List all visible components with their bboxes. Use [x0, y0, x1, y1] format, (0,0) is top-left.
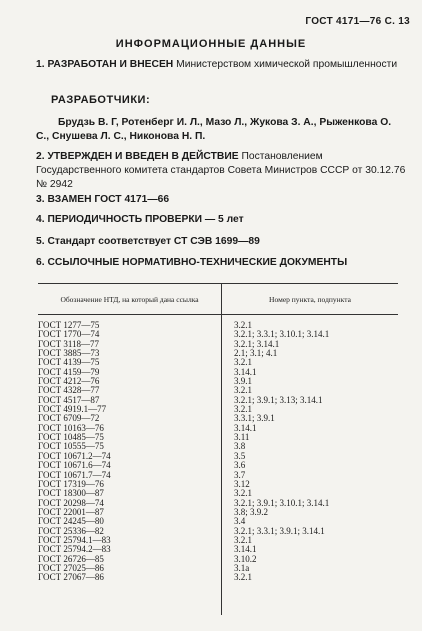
section-3-number: 3.	[36, 194, 45, 205]
table-row-clause: 3.6	[234, 460, 246, 471]
table-row-clause: 3.2.1; 3.14.1	[234, 338, 280, 349]
section-4-number: 4.	[36, 214, 45, 225]
table-row-clause: 3.8; 3.9.2	[234, 506, 269, 517]
section-4-text: ПЕРИОДИЧНОСТЬ ПРОВЕРКИ — 5 лет	[47, 214, 244, 225]
section-3	[36, 193, 406, 207]
page-title: ИНФОРМАЦИОННЫЕ ДАННЫЕ	[115, 38, 307, 50]
table-row-clause: 3.2.1	[234, 320, 252, 330]
table-row-designation: ГОСТ 4517—87	[38, 394, 100, 405]
table-row-clause: 3.9.1	[234, 376, 252, 387]
table-header	[38, 283, 398, 315]
section-4	[36, 213, 406, 227]
section-1-heading: РАЗРАБОТАН И ВНЕСЕН	[47, 59, 174, 70]
section-5-number: 5.	[36, 236, 45, 247]
table-row-clause: 3.2.1; 3.9.1; 3.10.1; 3.14.1	[234, 497, 330, 508]
table-row-designation: ГОСТ 27067—86	[38, 572, 104, 583]
table-column-clause	[222, 315, 398, 615]
section-2-text: Постановлением Государственного комитета стандартов Совета Министров СССР от 30.12.76 № 2942	[36, 151, 406, 190]
table-row-clause: 3.1а	[234, 562, 250, 573]
table-row-designation: ГОСТ 10671.6—74	[38, 460, 111, 471]
table-row-designation: ГОСТ 4212—76	[38, 376, 100, 387]
table-row-clause: 3.10.2	[234, 553, 257, 564]
table-row-designation: ГОСТ 26726—85	[38, 553, 104, 564]
table-row-designation: ГОСТ 1277—75	[38, 320, 100, 330]
table-row-clause: 3.12	[234, 478, 250, 489]
table-row-clause: 3.3.1; 3.9.1	[234, 413, 275, 424]
table-body	[38, 315, 398, 615]
table-row-designation: ГОСТ 22001—87	[38, 506, 104, 517]
developers-heading: РАЗРАБОТЧИКИ:	[51, 94, 151, 106]
section-3-text: ВЗАМЕН ГОСТ 4171—66	[47, 194, 170, 205]
table-row-designation: ГОСТ 6709—72	[38, 413, 100, 424]
developers-list: Брудзь В. Г, Ротенберг И. Л., Мазо Л., Жукова З. А., Рыженкова О. С., Снушева Л. С., Никонова Н. П.	[36, 117, 392, 142]
section-6-text: ССЫЛОЧНЫЕ НОРМАТИВНО-ТЕХНИЧЕСКИЕ ДОКУМЕНТЫ	[47, 257, 348, 268]
table-row-clause: 3.2.1	[234, 572, 252, 583]
table-row-designation: ГОСТ 25794.1—83	[38, 534, 111, 545]
table-row-clause: 3.11	[234, 432, 250, 443]
table-row-designation: ГОСТ 4328—77	[38, 385, 100, 396]
table-row-designation: ГОСТ 18300—87	[38, 488, 104, 499]
table-column-designation	[38, 315, 222, 615]
table-row-designation: ГОСТ 4919.1—77	[38, 404, 107, 415]
table-row-designation: ГОСТ 25794.2—83	[38, 544, 111, 555]
table-row-clause: 3.2.1; 3.3.1; 3.9.1; 3.14.1	[234, 525, 325, 536]
table-row-designation: ГОСТ 27025—86	[38, 562, 104, 573]
table-row-designation: ГОСТ 3118—77	[38, 338, 100, 349]
section-2	[36, 150, 406, 192]
table-row-clause: 3.2.1	[234, 534, 252, 545]
section-6	[36, 256, 406, 270]
table-row-designation: ГОСТ 3885—73	[38, 348, 100, 359]
table-row-clause: 3.7	[234, 469, 246, 480]
table-row-clause: 3.5	[234, 450, 246, 461]
table-row-clause: 3.2.1	[234, 357, 252, 368]
table-row-designation: ГОСТ 4159—79	[38, 366, 100, 377]
table-row-designation: ГОСТ 10163—76	[38, 422, 104, 433]
table-row-clause: 3.2.1	[234, 385, 252, 396]
table-row-designation: ГОСТ 10671.7—74	[38, 469, 111, 480]
table-row-designation: ГОСТ 4139—75	[38, 357, 100, 368]
table-row-clause: 3.2.1; 3.3.1; 3.10.1; 3.14.1	[234, 329, 330, 340]
section-1	[36, 58, 406, 72]
table-row-clause: 3.14.1	[234, 422, 257, 433]
table-row-designation: ГОСТ 10485—75	[38, 432, 104, 443]
table-row-clause: 3.14.1	[234, 544, 257, 555]
table-row-designation: ГОСТ 25336—82	[38, 525, 104, 536]
page-header: ГОСТ 4171—76 С. 13	[305, 16, 410, 27]
section-5-text: Стандарт соответствует СТ СЭВ 1699—89	[47, 236, 260, 247]
table-row-clause: 3.2.1	[234, 404, 252, 415]
section-1-text: Министерством химической промышленности	[176, 59, 398, 70]
table-row-clause: 2.1; 3.1; 4.1	[234, 348, 278, 359]
table-row-designation: ГОСТ 20298—74	[38, 497, 104, 508]
table-header-clause: Номер пункта, подпункта	[269, 294, 351, 304]
table-row-clause: 3.8	[234, 441, 246, 452]
table-row-clause: 3.2.1; 3.9.1; 3.13; 3.14.1	[234, 394, 323, 405]
table-header-designation: Обозначение НТД, на который дана ссылка	[38, 284, 222, 314]
table-row-clause: 3.14.1	[234, 366, 257, 377]
table-row-designation: ГОСТ 10671.2—74	[38, 450, 111, 461]
section-1-number: 1.	[36, 59, 45, 70]
section-2-heading: УТВЕРЖДЕН И ВВЕДЕН В ДЕЙСТВИЕ	[47, 151, 239, 162]
references-table	[38, 283, 398, 615]
table-row-designation: ГОСТ 1770—74	[38, 329, 100, 340]
table-row-designation: ГОСТ 10555—75	[38, 441, 104, 452]
table-row-clause: 3.2.1	[234, 488, 252, 499]
table-row-clause: 3.4	[234, 516, 246, 527]
table-row-designation: ГОСТ 17319—76	[38, 478, 104, 489]
section-5	[36, 235, 406, 249]
table-row-designation: ГОСТ 24245—80	[38, 516, 104, 527]
section-6-number: 6.	[36, 257, 45, 268]
section-2-number: 2.	[36, 151, 45, 162]
